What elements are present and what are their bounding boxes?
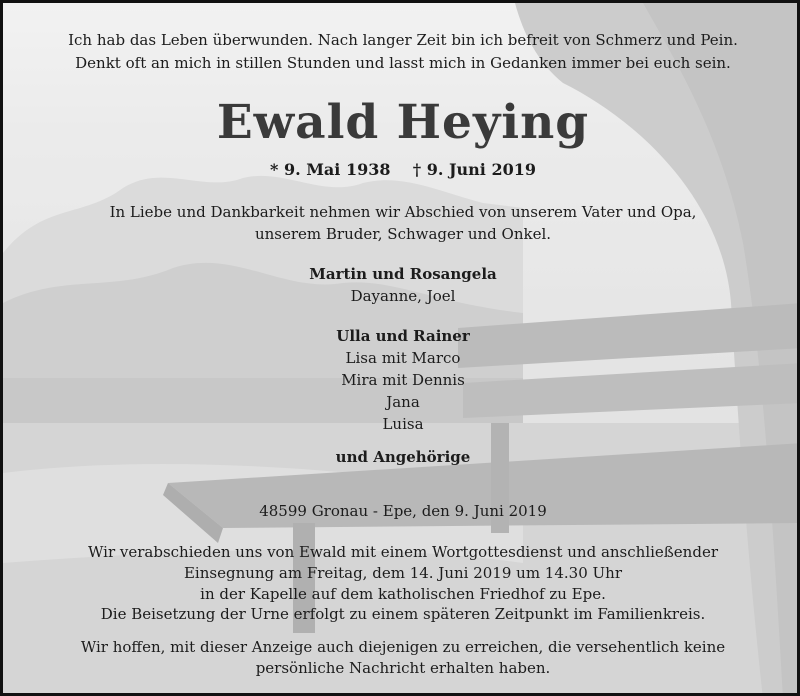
notice-text [3,3,800,696]
family-heading-1: Martin und Rosangela [309,265,497,283]
service-line-1: Wir verabschieden uns von Ewald mit einem Wortgottesdienst und anschließender [88,543,718,561]
family-heading-2: Ulla und Rainer [336,327,470,345]
closing-line-1: Wir hoffen, mit dieser Anzeige auch diejenigen zu erreichen, die versehentlich keine [80,638,726,656]
poem-line-2: Denkt oft an mich in stillen Stunden und lasst mich in Gedanken immer bei euch sein. [75,54,731,72]
service-line-3: in der Kapelle auf dem katholischen Friedhof zu Epe. [200,585,606,603]
life-dates [3,160,800,180]
family-member: Jana [386,393,420,411]
intro-line-2: unserem Bruder, Schwager und Onkel. [254,225,552,243]
closing-line-2: persönliche Nachricht erhalten haben. [255,659,551,677]
birth-date: * 9. Mai 1938 [270,160,391,179]
service-line-2: Einsegnung am Freitag, dem 14. Juni 2019 um 14.30 Uhr [183,564,622,582]
death-date: † 9. Juni 2019 [412,160,536,179]
place-date: 48599 Gronau - Epe, den 9. Juni 2019 [259,502,547,520]
family-member: Luisa [382,415,424,433]
relatives-line: und Angehörige [335,448,471,466]
family-member: Lisa mit Marco [345,349,461,367]
deceased-name: Ewald Heying [216,95,590,150]
poem-line-1: Ich hab das Leben überwunden. Nach langer Zeit bin ich befreit von Schmerz und Pein. [68,31,738,49]
family-member: Mira mit Dennis [341,371,465,389]
service-line-4: Die Beisetzung der Urne erfolgt zu einem späteren Zeitpunkt im Familienkreis. [100,605,706,623]
family-member: Dayanne, Joel [350,287,456,305]
intro-line-1: In Liebe und Dankbarkeit nehmen wir Abschied von unserem Vater und Opa, [109,203,697,221]
